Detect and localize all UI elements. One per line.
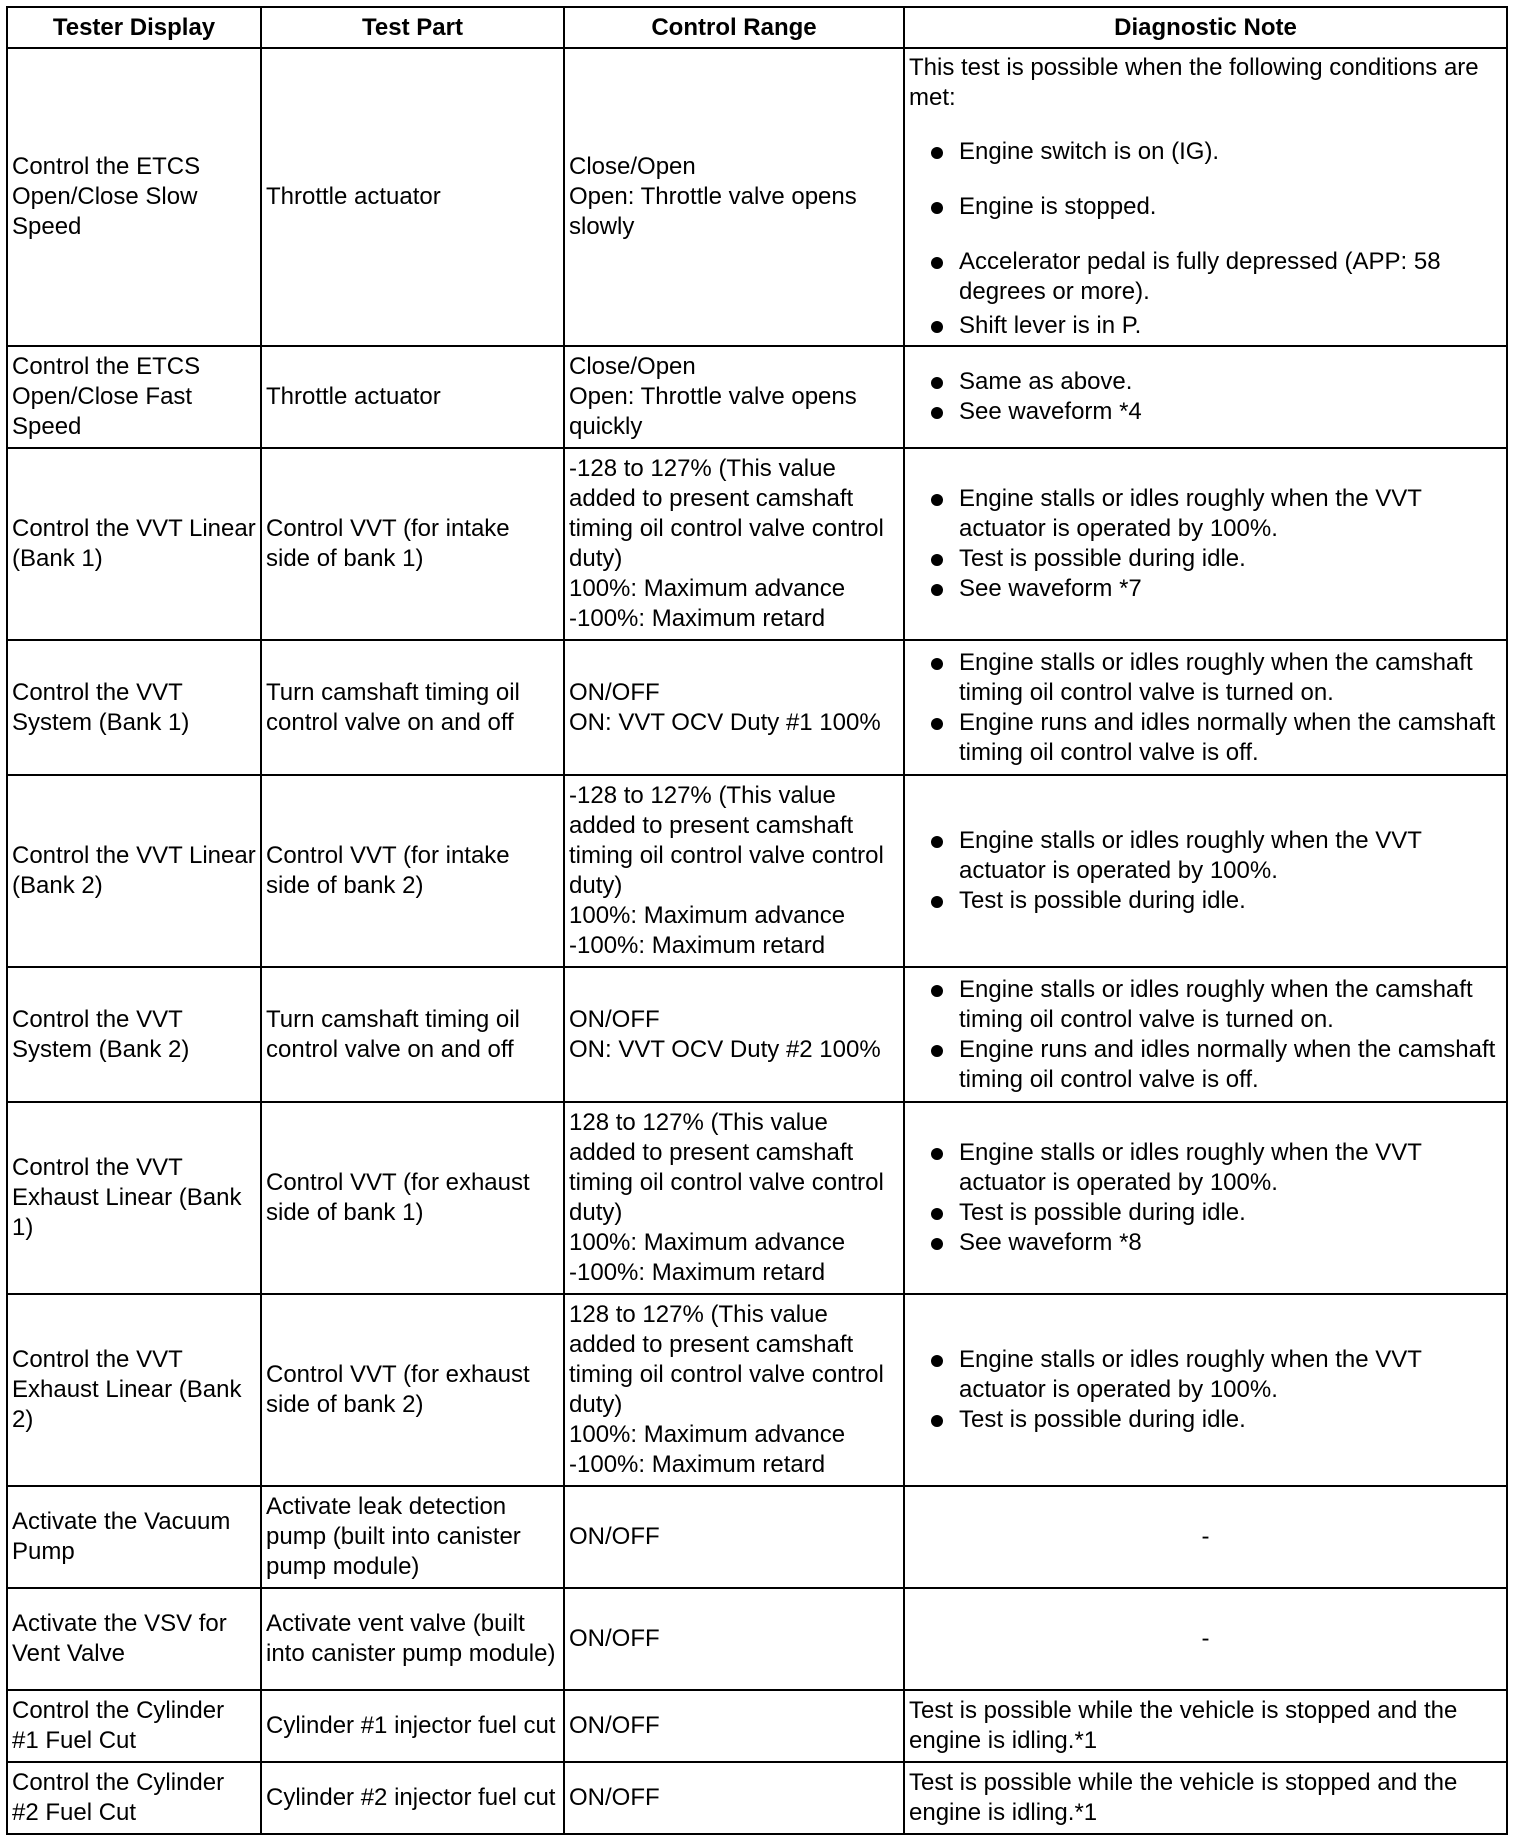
control-range-line: 100%: Maximum advance — [569, 1229, 846, 1256]
diagnostic-note-cell — [904, 775, 1507, 967]
tester-display-cell: Control the VVT System (Bank 2) — [7, 967, 261, 1102]
note-list — [909, 367, 1502, 427]
tester-display-cell: Control the ETCS Open/Close Fast Speed — [7, 346, 261, 448]
tester-display-cell: Control the VVT Exhaust Linear (Bank 1) — [7, 1102, 261, 1294]
table-row — [7, 1102, 1507, 1294]
table-row — [7, 775, 1507, 967]
note-item: See waveform *7 — [909, 574, 1502, 604]
active-test-table — [6, 6, 1508, 1835]
note-item: Engine is stopped. — [909, 192, 1502, 222]
diagnostic-note-cell: - — [904, 1588, 1507, 1690]
note-item: Engine stalls or idles roughly when the VVT actuator is operated by 100%. — [909, 1138, 1502, 1198]
test-part-cell: Throttle actuator — [261, 48, 564, 346]
test-part-cell: Control VVT (for intake side of bank 2) — [261, 775, 564, 967]
table-row — [7, 1588, 1507, 1690]
control-range-line: -100%: Maximum retard — [569, 1259, 826, 1286]
table-row — [7, 448, 1507, 640]
note-intro: This test is possible when the following conditions are met: — [909, 54, 1479, 111]
test-part-cell: Control VVT (for intake side of bank 1) — [261, 448, 564, 640]
note-item: Test is possible during idle. — [909, 886, 1502, 916]
tester-display-cell: Control the ETCS Open/Close Slow Speed — [7, 48, 261, 346]
header-control-range: Control Range — [564, 7, 904, 48]
table-row — [7, 967, 1507, 1102]
control-range-cell — [564, 1762, 904, 1834]
note-item: Same as above. — [909, 367, 1502, 397]
table-row — [7, 1690, 1507, 1762]
table-row — [7, 640, 1507, 775]
note-list — [909, 484, 1502, 604]
control-range-line: 100%: Maximum advance — [569, 1421, 846, 1448]
control-range-line: Close/Open — [569, 153, 696, 180]
note-item: Engine stalls or idles roughly when the VVT actuator is operated by 100%. — [909, 484, 1502, 544]
table-row — [7, 346, 1507, 448]
control-range-line: ON/OFF — [569, 1712, 660, 1739]
header-test-part: Test Part — [261, 7, 564, 48]
control-range-line: -100%: Maximum retard — [569, 605, 826, 632]
note-item: Engine stalls or idles roughly when the VVT actuator is operated by 100%. — [909, 826, 1502, 886]
diagnostic-note-cell — [904, 1102, 1507, 1294]
tester-display-cell: Control the VVT Linear (Bank 2) — [7, 775, 261, 967]
note-item: See waveform *4 — [909, 397, 1502, 427]
note-list — [909, 1138, 1502, 1258]
control-range-cell — [564, 1102, 904, 1294]
note-item: Accelerator pedal is fully depressed (APP: 58 degrees or more). — [909, 247, 1502, 307]
control-range-line: ON: VVT OCV Duty #1 100% — [569, 708, 881, 736]
test-part-cell: Throttle actuator — [261, 346, 564, 448]
note-item: See waveform *8 — [909, 1228, 1502, 1258]
test-part-cell: Cylinder #1 injector fuel cut — [261, 1690, 564, 1762]
note-item: Engine stalls or idles roughly when the VVT actuator is operated by 100%. — [909, 1345, 1502, 1405]
diagnostic-note-cell — [904, 48, 1507, 346]
note-item: Engine switch is on (IG). — [909, 137, 1502, 167]
table-row — [7, 1762, 1507, 1834]
note-list — [909, 975, 1502, 1095]
control-range-line: Close/Open — [569, 353, 696, 380]
control-range-line: ON: VVT OCV Duty #2 100% — [569, 1035, 881, 1063]
tester-display-cell: Control the VVT Exhaust Linear (Bank 2) — [7, 1294, 261, 1486]
test-part-cell: Control VVT (for exhaust side of bank 2) — [261, 1294, 564, 1486]
tester-display-cell: Control the Cylinder #2 Fuel Cut — [7, 1762, 261, 1834]
control-range-cell — [564, 346, 904, 448]
control-range-cell — [564, 1294, 904, 1486]
test-part-cell: Control VVT (for exhaust side of bank 1) — [261, 1102, 564, 1294]
diagnostic-note-cell — [904, 967, 1507, 1102]
control-range-cell — [564, 1588, 904, 1690]
control-range-line: -128 to 127% (This value added to present camshaft timing oil control valve control duty) — [569, 455, 884, 572]
control-range-line: -100%: Maximum retard — [569, 932, 826, 959]
control-range-line: ON/OFF — [569, 678, 660, 706]
table-row — [7, 1486, 1507, 1588]
table-header-row — [7, 7, 1507, 48]
table-row — [7, 1294, 1507, 1486]
test-part-cell: Turn camshaft timing oil control valve on and off — [261, 640, 564, 775]
control-range-line: Open: Throttle valve opens slowly — [569, 183, 857, 240]
diagnostic-note-cell: - — [904, 1486, 1507, 1588]
control-range-line: 128 to 127% (This value added to present camshaft timing oil control valve control duty) — [569, 1109, 884, 1226]
header-tester-display: Tester Display — [7, 7, 261, 48]
control-range-line: ON/OFF — [569, 1625, 660, 1652]
tester-display-cell: Control the VVT Linear (Bank 1) — [7, 448, 261, 640]
note-list — [909, 1345, 1502, 1435]
note-item: Test is possible during idle. — [909, 1405, 1502, 1435]
control-range-line: -128 to 127% (This value added to present camshaft timing oil control valve control duty) — [569, 782, 884, 899]
tester-display-cell: Control the VVT System (Bank 1) — [7, 640, 261, 775]
note-item: Test is possible during idle. — [909, 544, 1502, 574]
note-item: Engine runs and idles normally when the camshaft timing oil control valve is off. — [909, 1035, 1502, 1095]
control-range-line: ON/OFF — [569, 1005, 660, 1033]
tester-display-cell: Activate the VSV for Vent Valve — [7, 1588, 261, 1690]
note-item: Engine runs and idles normally when the camshaft timing oil control valve is off. — [909, 708, 1502, 768]
control-range-cell — [564, 48, 904, 346]
note-item: Engine stalls or idles roughly when the camshaft timing oil control valve is turned on. — [909, 648, 1502, 708]
control-range-cell — [564, 448, 904, 640]
diagnostic-note-cell: Test is possible while the vehicle is stopped and the engine is idling.*1 — [904, 1762, 1507, 1834]
diagnostic-note-cell — [904, 346, 1507, 448]
control-range-cell — [564, 1690, 904, 1762]
control-range-cell — [564, 775, 904, 967]
header-diagnostic-note: Diagnostic Note — [904, 7, 1507, 48]
table-row — [7, 48, 1507, 346]
diagnostic-note-cell — [904, 448, 1507, 640]
tester-display-cell: Control the Cylinder #1 Fuel Cut — [7, 1690, 261, 1762]
control-range-cell — [564, 967, 904, 1102]
test-part-cell: Turn camshaft timing oil control valve on and off — [261, 967, 564, 1102]
tester-display-cell: Activate the Vacuum Pump — [7, 1486, 261, 1588]
note-list — [909, 826, 1502, 916]
test-part-cell: Cylinder #2 injector fuel cut — [261, 1762, 564, 1834]
test-part-cell: Activate vent valve (built into canister pump module) — [261, 1588, 564, 1690]
control-range-line: 100%: Maximum advance — [569, 902, 846, 929]
control-range-line: ON/OFF — [569, 1523, 660, 1550]
control-range-cell — [564, 1486, 904, 1588]
diagnostic-note-cell — [904, 1294, 1507, 1486]
control-range-line: -100%: Maximum retard — [569, 1451, 826, 1478]
control-range-line: 100%: Maximum advance — [569, 575, 846, 602]
note-list — [909, 648, 1502, 768]
control-range-line: Open: Throttle valve opens quickly — [569, 383, 857, 440]
test-part-cell: Activate leak detection pump (built into canister pump module) — [261, 1486, 564, 1588]
diagnostic-note-cell — [904, 640, 1507, 775]
control-range-line: ON/OFF — [569, 1784, 660, 1811]
note-item: Test is possible during idle. — [909, 1198, 1502, 1228]
note-list — [909, 137, 1502, 341]
control-range-line: 128 to 127% (This value added to present camshaft timing oil control valve control duty) — [569, 1301, 884, 1418]
diagnostic-note-cell: Test is possible while the vehicle is stopped and the engine is idling.*1 — [904, 1690, 1507, 1762]
note-item: Shift lever is in P. — [909, 311, 1502, 341]
note-item: Engine stalls or idles roughly when the camshaft timing oil control valve is turned on. — [909, 975, 1502, 1035]
control-range-cell — [564, 640, 904, 775]
